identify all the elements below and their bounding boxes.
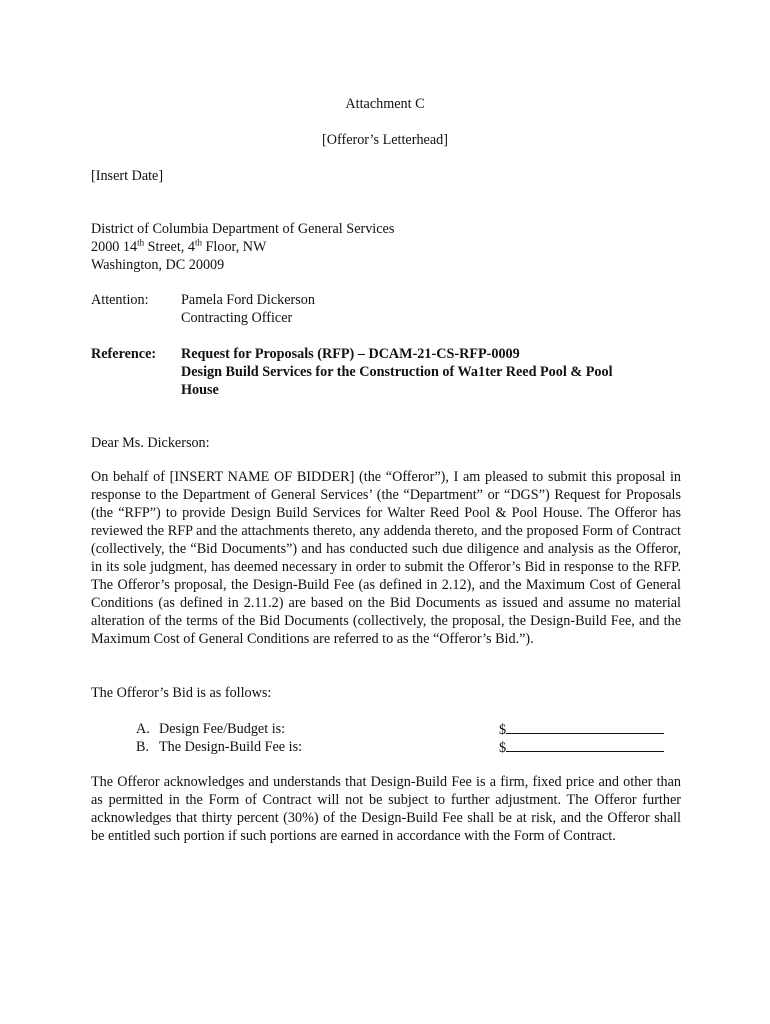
- address-line-2: 2000 14th Street, 4th Floor, NW: [91, 237, 267, 255]
- bid-item-marker: A.: [136, 721, 150, 737]
- bid-item-amount-field[interactable]: $: [499, 720, 664, 739]
- body-paragraph-2: The Offeror acknowledges and understands that Design-Build Fee is a firm, fixed price and other than as permitted in the Form of Contract will not be subject to further adjustment. The Offeror further acknowledges that thirty percent (30%) of the Design-Build Fee shall be at risk, and the Offeror shall be entitled such portion if such portions are earned in accordance with the Form of Contract.: [91, 774, 681, 844]
- bid-item-amount-field[interactable]: $: [499, 738, 664, 757]
- attention-title: Contracting Officer: [181, 310, 293, 326]
- salutation: Dear Ms. Dickerson:: [91, 435, 210, 451]
- bid-item-marker: B.: [136, 739, 150, 755]
- reference-line-3: House: [181, 382, 219, 398]
- address-line-3: Washington, DC 20009: [91, 257, 225, 273]
- bid-item-label: Design Fee/Budget is:: [159, 721, 286, 737]
- attachment-heading: Attachment C: [345, 96, 425, 112]
- letterhead-placeholder: [Offeror’s Letterhead]: [322, 132, 448, 148]
- attention-name: Pamela Ford Dickerson: [181, 292, 315, 308]
- bid-intro: The Offeror’s Bid is as follows:: [91, 685, 272, 701]
- body-paragraph-1: On behalf of [INSERT NAME OF BIDDER] (the “Offeror”), I am pleased to submit this proposal in response to the Department of General Services’ (the “Department” or “DGS”) Request for Proposals (the “RFP”) to provide Design Build Services for Walter Reed Pool & Pool House. The Offeror has reviewed the RFP and the attachments thereto, any addenda thereto, and the proposed Form of Contract (collectively, the “Bid Documents”) and has conducted such due diligence and analysis as the Offeror, in its sole judgment, has deemed necessary in order to submit the Offeror’s Bid in response to the RFP. The Offeror’s proposal, the Design-Build Fee (as defined in 2.12), and the Maximum Cost of General Conditions (as defined in 2.11.2) are based on the Bid Documents as issued and assume no material alteration of the terms of the Bid Documents (collectively, the proposal, the Design-Build Fee, and the Maximum Cost of General Conditions are referred to as the “Offeror’s Bid.”).: [91, 469, 681, 647]
- address-line-1: District of Columbia Department of General Services: [91, 221, 395, 237]
- date-placeholder: [Insert Date]: [91, 168, 164, 184]
- reference-line-2: Design Build Services for the Construction of Wa1ter Reed Pool & Pool: [181, 364, 613, 380]
- reference-line-1: Request for Proposals (RFP) – DCAM-21-CS-RFP-0009: [181, 346, 520, 362]
- reference-label: Reference:: [91, 346, 157, 362]
- bid-item-label: The Design-Build Fee is:: [159, 739, 303, 755]
- attention-label: Attention:: [91, 292, 149, 308]
